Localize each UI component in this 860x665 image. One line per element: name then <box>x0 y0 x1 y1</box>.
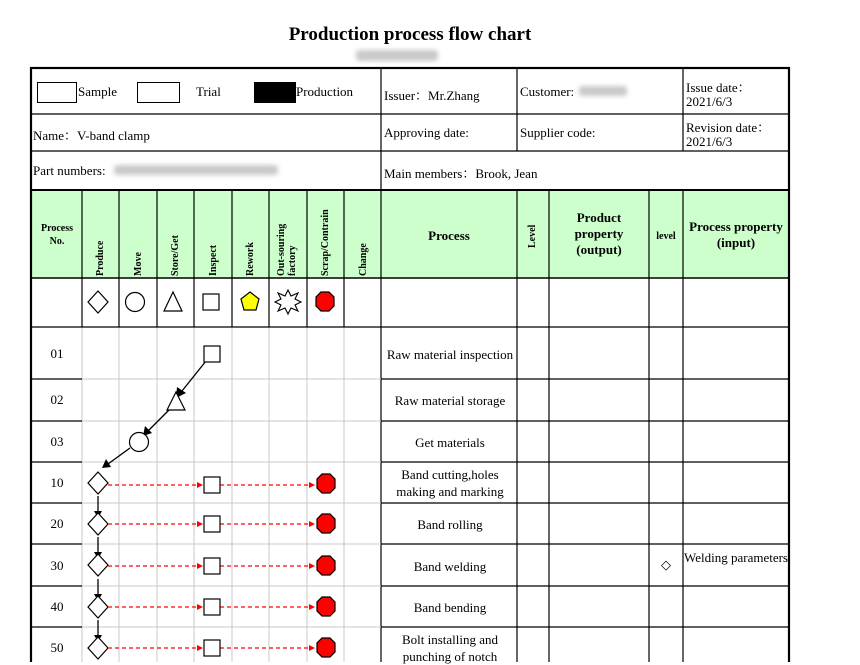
issue-date: 2021/6/3 <box>686 94 733 109</box>
col-move: Move <box>133 252 144 276</box>
inspect-symbol <box>204 346 220 362</box>
part-numbers-label: Part numbers: <box>33 163 106 178</box>
row-no: 40 <box>50 599 64 614</box>
row-process: Get materials <box>415 435 485 450</box>
col-process-no: Process No. <box>40 223 74 247</box>
move-symbol <box>130 433 149 452</box>
row-no: 10 <box>50 475 64 490</box>
trial-checkbox[interactable] <box>137 82 180 103</box>
pentagon-icon <box>241 292 259 310</box>
col-process-property: Process property (input) <box>689 219 783 250</box>
row-process: Raw material inspection <box>386 347 514 362</box>
customer-label: Customer: <box>520 84 575 99</box>
col-change: Change <box>358 243 369 276</box>
revision-date-label: Revision date： <box>686 120 771 135</box>
redacted-customer <box>579 86 627 96</box>
octagon-icon <box>316 292 334 311</box>
approving-date-label: Approving date: <box>384 125 469 140</box>
triangle-icon <box>164 292 182 311</box>
row-process: Band welding <box>413 559 487 574</box>
col-level2: level <box>656 231 676 242</box>
redacted-part-numbers <box>114 165 278 175</box>
col-level: Level <box>527 224 538 248</box>
page-title: Production process flow chart <box>288 24 532 45</box>
issue-date-label: Issue date： <box>686 80 751 95</box>
row-no: 50 <box>50 640 64 655</box>
row-process: Bolt installing and punching of notch <box>401 632 499 664</box>
inspect-symbols <box>204 477 220 656</box>
row-no: 01 <box>50 346 64 361</box>
sample-label: Sample <box>78 84 117 99</box>
row-no: 03 <box>50 434 64 449</box>
circle-icon <box>126 293 145 312</box>
row-process: Band rolling <box>417 517 483 532</box>
starburst-icon <box>275 290 301 314</box>
col-rework: Rework <box>245 242 256 276</box>
part-name: Name：V-band clamp <box>33 128 150 143</box>
row-no: 20 <box>50 516 64 531</box>
main-members: Main members：Brook, Jean <box>384 166 538 181</box>
row-no: 02 <box>50 392 64 407</box>
scrap-symbols <box>317 474 335 657</box>
flow-arrow <box>148 409 170 431</box>
col-store-get: Store/Get <box>170 235 181 276</box>
supplier-code-label: Supplier code: <box>520 125 596 140</box>
col-product-property: Product property (output) <box>574 210 624 257</box>
row-process: Band cutting,holes making and marking <box>396 467 504 499</box>
col-produce: Produce <box>95 240 106 276</box>
row-process-property: Welding parameters <box>684 550 788 565</box>
production-label: Production <box>296 84 354 99</box>
row-process: Band bending <box>413 600 487 615</box>
sample-checkbox[interactable] <box>37 82 77 103</box>
col-scrap-contrain: Scrap/Contrain <box>320 209 331 276</box>
col-inspect: Inspect <box>208 244 219 276</box>
trial-label: Trial <box>196 84 221 99</box>
square-icon <box>203 294 219 310</box>
revision-date: 2021/6/3 <box>686 134 733 149</box>
row-process: Raw material storage <box>394 393 506 408</box>
production-checkbox[interactable] <box>254 82 296 103</box>
level-diamond: ◇ <box>661 557 671 572</box>
col-process: Process <box>428 228 470 243</box>
col-out-souring-factory: Out-souring factory <box>276 223 298 276</box>
diamond-icon <box>88 291 108 313</box>
row-no: 30 <box>50 558 64 573</box>
issuer: Issuer：Mr.Zhang <box>384 88 480 103</box>
